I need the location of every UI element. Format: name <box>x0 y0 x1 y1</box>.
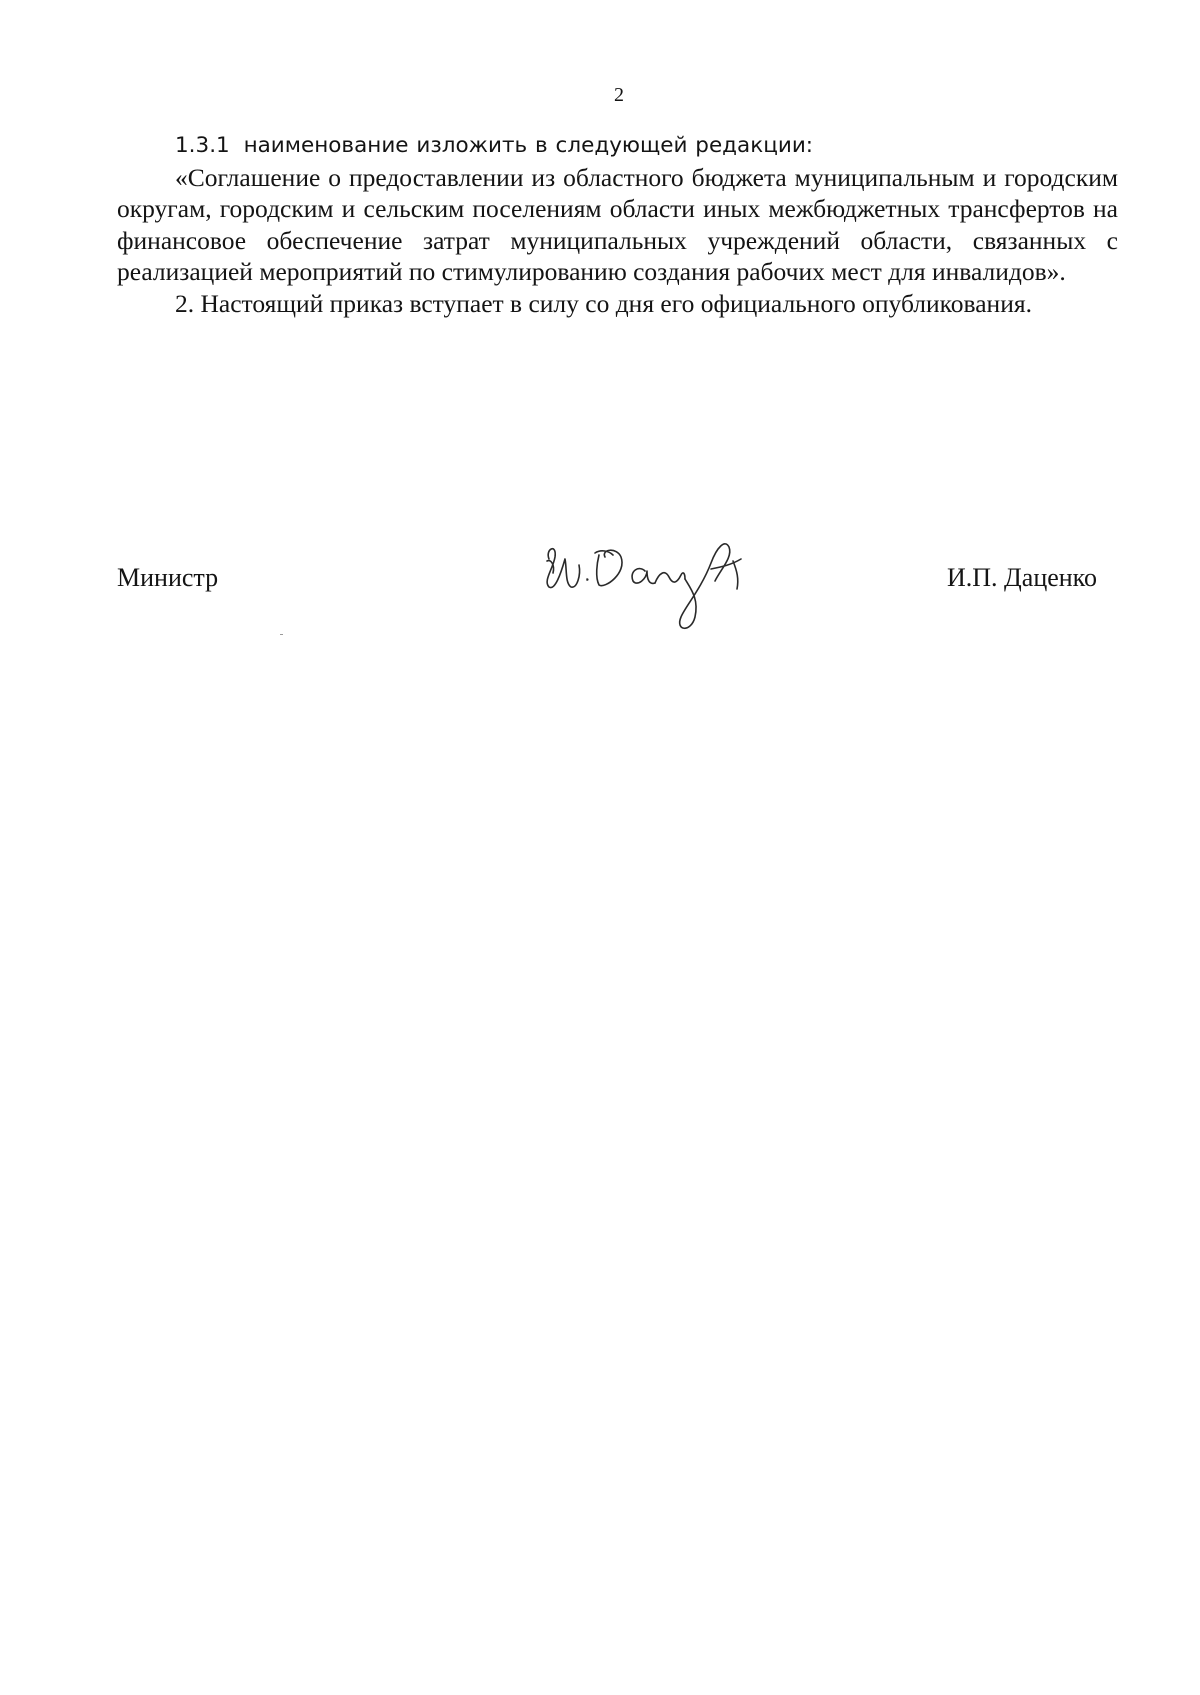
signer-title: Министр <box>117 563 219 592</box>
paragraph-quote: «Соглашение о предоставлении из областного бюджета муниципальным и городским округам, городским и сельским поселениям области иных межбюджетных трансфертов на финансовое обеспечение затрат муниципальных учреждений области, связанных с реализацией мероприятий по стимулированию создания рабочих мест для инвалидов». <box>117 162 1118 286</box>
paragraph-2: 2. Настоящий приказ вступает в силу со дня его официального опубликования. <box>175 288 1032 318</box>
signer-name: И.П. Даценко <box>946 563 1097 592</box>
paragraph-1-3-1-text: наименование изложить в следующей редакции: <box>243 133 814 158</box>
document-body <box>117 130 1118 319</box>
paragraph-number: 1.3.1 <box>175 133 230 158</box>
scan-speck <box>280 634 283 635</box>
page-number: 2 <box>614 84 624 106</box>
signature-block <box>117 545 1097 655</box>
paragraph-1-3-1 <box>117 130 1118 162</box>
handwritten-signature <box>535 529 775 649</box>
